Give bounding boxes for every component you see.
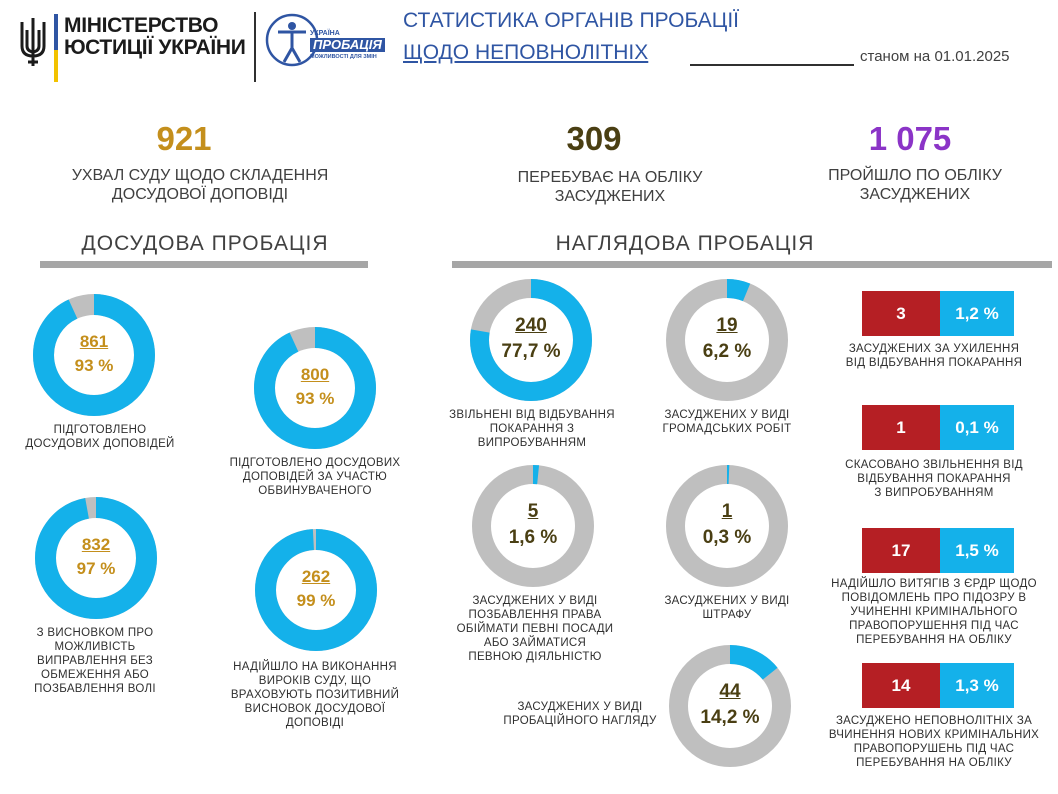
donut-label-line: ШТРАФУ [702,609,752,621]
donut-count-d5: 240 [515,315,547,336]
donut-label-d5 [446,408,618,450]
donut-label-line: ЗАСУДЖЕНИХ У ВИДІ [664,595,790,607]
donut-label-line: З ВИСНОВКОМ ПРО [36,627,154,639]
probation-logo [264,12,384,68]
donut-label-line: ПРОБАЦІЙНОГО НАГЛЯДУ [503,715,657,727]
donut-segment-d4 [266,540,367,641]
donut-label-d9 [482,700,678,728]
donut-label-line: ОБМЕЖЕННЯ АБО [40,669,150,681]
donut-count-d4: 262 [301,567,331,586]
stat-label-registered [460,168,760,206]
stat-label-passed-l2: ЗАСУДЖЕНИХ [859,186,971,203]
badge-count-3: 17 [862,528,940,573]
donut-label-d2 [212,456,418,498]
donut-label-line: ГРОМАДСЬКИХ РОБІТ [662,423,792,435]
donut-label-d8 [650,594,804,622]
badge-label-line: ВІДБУВАННЯ ПОКАРАННЯ [857,473,1011,485]
donut-label-line: ОБВИНУВАЧЕНОГО [258,485,372,497]
badge-label-1 [812,342,1056,370]
donut-d4 [243,517,389,663]
donut-label-line: ДОПОВІДІ [285,717,345,729]
probation-bottom-text: МОЖЛИВОСТІ ДЛЯ ЗМІН [310,54,377,60]
donut-d8 [654,453,800,599]
donut-label-line: ПОЗБАВЛЕННЯ ВОЛІ [34,683,156,695]
probation-word: ПРОБАЦІЯ [310,38,385,52]
donut-label-line: ВРАХОВУЮТЬ ПОЗИТИВНИЙ [230,689,400,701]
ministry-line2: ЮСТИЦІЇ УКРАЇНИ [64,36,246,59]
badge-percent-2: 0,1 % [940,405,1014,450]
donut-percent-d7: 1,6 % [508,527,558,548]
donut-d7 [460,453,606,599]
page-title-line2-text: ЩОДО НЕПОВНОЛІТНІХ [403,41,649,64]
stat-value-passed: 1 075 [868,120,952,157]
donut-d6 [654,267,800,413]
badge-label-line: НАДІЙШЛО ВИТЯГІВ З ЄРДР ЩОДО [831,578,1037,590]
donut-percent-d9: 14,2 % [700,707,760,728]
donut-label-d7 [444,594,626,664]
stat-value-court-rulings: 921 [156,120,212,157]
badge-label-line: ВЧИНЕННЯ НОВИХ КРИМІНАЛЬНИХ [828,729,1040,741]
badge-label-line: ПОВІДОМЛЕНЬ ПРО ПІДОЗРУ В [841,592,1027,604]
donut-percent-d8: 0,3 % [702,527,752,548]
badge-label-line: ПЕРЕБУВАННЯ НА ОБЛІКУ [856,757,1012,769]
stat-label-court-rulings [30,166,370,204]
donut-label-line: ПІДГОТОВЛЕНО ДОСУДОВИХ [229,457,401,469]
donut-segment-d3 [46,508,147,609]
badge-label-line: З ВИПРОБУВАННЯМ [874,487,994,499]
badge-label-line: ПРАВОПОРУШЕНЬ ПІД ЧАС [853,743,1015,755]
donut-d5 [458,267,604,413]
stat-label-registered-l2: ЗАСУДЖЕНИХ [554,188,666,205]
donut-count-d8: 1 [721,501,733,522]
section-bar-pretrial [40,261,368,268]
badge-label-line: ЗАСУДЖЕНО НЕПОВНОЛІТНІХ ЗА [835,715,1033,727]
donut-d2 [242,315,388,461]
stat-label-court-rulings-l2: ДОСУДОВОЇ ДОПОВІДІ [111,186,289,203]
donut-count-d1: 861 [79,332,109,351]
stat-label-registered-l1: ПЕРЕБУВАЄ НА ОБЛІКУ [517,169,703,186]
ministry-line1: МІНІСТЕРСТВО [64,14,219,37]
badge-label-line: СКАСОВАНО ЗВІЛЬНЕННЯ ВІД [845,459,1023,471]
badge-label-2 [812,458,1056,500]
report-date: станом на 01.01.2025 [860,48,1010,65]
donut-segment-d2 [265,338,366,439]
donut-label-line: ОБІЙМАТИ ПЕВНІ ПОСАДИ [456,623,614,635]
donut-percent-d6: 6,2 % [702,341,752,362]
donut-d1 [21,282,167,428]
donut-percent-d3: 97 % [76,559,116,578]
badge-label-line: ПЕРЕБУВАННЯ НА ОБЛІКУ [856,634,1012,646]
donut-track-d7 [482,475,585,578]
donut-segment-d1 [44,305,145,406]
donut-label-d4 [210,660,420,730]
badge-count-4: 14 [862,663,940,708]
badge-label-3 [812,577,1056,647]
page-title-line2 [403,38,648,67]
donut-label-line: НАДІЙШЛО НА ВИКОНАННЯ [233,661,397,673]
badge-count-2: 1 [862,405,940,450]
donut-d3 [23,485,169,631]
badge-count-1: 3 [862,291,940,336]
badge-label-4 [812,714,1056,770]
badge-percent-3: 1,5 % [940,528,1014,573]
donut-label-line: ПЕВНОЮ ДІЯЛЬНІСТЮ [468,651,602,663]
donut-label-line: ВИСНОВОК ДОСУДОВОЇ [244,703,386,715]
blue-yellow-stripe [54,14,58,50]
donut-label-line: ЗВІЛЬНЕНІ ВІД ВІДБУВАННЯ [449,409,615,421]
donut-label-line: ПОЗБАВЛЕННЯ ПРАВА [468,609,602,621]
badge-label-line: УЧИНЕННІ КРИМІНАЛЬНОГО [850,606,1018,618]
badge-percent-4: 1,3 % [940,663,1014,708]
donut-label-d3 [10,626,180,696]
donut-label-line: АБО ЗАЙМАТИСЯ [483,637,587,649]
donut-count-d3: 832 [81,535,111,554]
badge-label-line: ВІД ВІДБУВАННЯ ПОКАРАННЯ [845,357,1023,369]
badge-label-line: ЗАСУДЖЕНИХ ЗА УХИЛЕННЯ [848,343,1020,355]
trident-icon [18,16,48,68]
stat-label-passed [780,166,1050,204]
header-divider [254,12,256,82]
donut-label-line: ВИПРАВЛЕННЯ БЕЗ [36,655,154,667]
donut-label-line: ЗАСУДЖЕНИХ У ВИДІ [472,595,598,607]
donut-label-line: ПОКАРАННЯ З [489,423,575,435]
ministry-logo [18,14,248,72]
badge-label-line: ПРАВОПОРУШЕННЯ ПІД ЧАС [849,620,1019,632]
probation-top-text: УКРАЇНА [310,30,340,37]
donut-percent-d4: 99 % [296,591,336,610]
section-title-pretrial: ДОСУДОВА ПРОБАЦІЯ [81,232,329,255]
donut-d9 [657,633,803,779]
donut-count-d7: 5 [527,501,539,522]
donut-label-line: ПІДГОТОВЛЕНО [53,424,147,436]
donut-label-line: ДОСУДОВИХ ДОПОВІДЕЙ [25,438,175,450]
donut-count-d6: 19 [716,315,738,336]
section-title-supervision: НАГЛЯДОВА ПРОБАЦІЯ [555,232,815,255]
donut-track-d6 [676,289,779,392]
donut-label-line: ДОПОВІДЕЙ ЗА УЧАСТЮ [242,471,388,483]
donut-percent-d5: 77,7 % [501,341,561,362]
badge-percent-1: 1,2 % [940,291,1014,336]
donut-label-d6 [650,408,804,436]
donut-label-line: ВИПРОБУВАННЯМ [477,437,587,449]
donut-count-d9: 44 [719,681,741,702]
donut-count-d2: 800 [300,365,330,384]
donut-label-line: ЗАСУДЖЕНИХ У ВИДІ [517,701,643,713]
title-underline [690,64,854,66]
donut-label-d1 [0,423,200,451]
donut-percent-d1: 93 % [74,356,114,375]
stat-label-passed-l1: ПРОЙШЛО ПО ОБЛІКУ [828,167,1002,184]
stat-label-court-rulings-l1: УХВАЛ СУДУ ЩОДО СКЛАДЕННЯ [71,167,329,184]
stat-value-registered: 309 [566,120,622,157]
yellow-stripe [54,50,58,82]
donut-label-line: МОЖЛИВІСТЬ [54,641,136,653]
page-title-line1: СТАТИСТИКА ОРГАНІВ ПРОБАЦІЇ [403,9,740,32]
donut-label-line: ВИРОКІВ СУДУ, ЩО [258,675,372,687]
donut-track-d8 [676,475,779,578]
donut-percent-d2: 93 % [295,389,335,408]
donut-label-line: ЗАСУДЖЕНИХ У ВИДІ [664,409,790,421]
